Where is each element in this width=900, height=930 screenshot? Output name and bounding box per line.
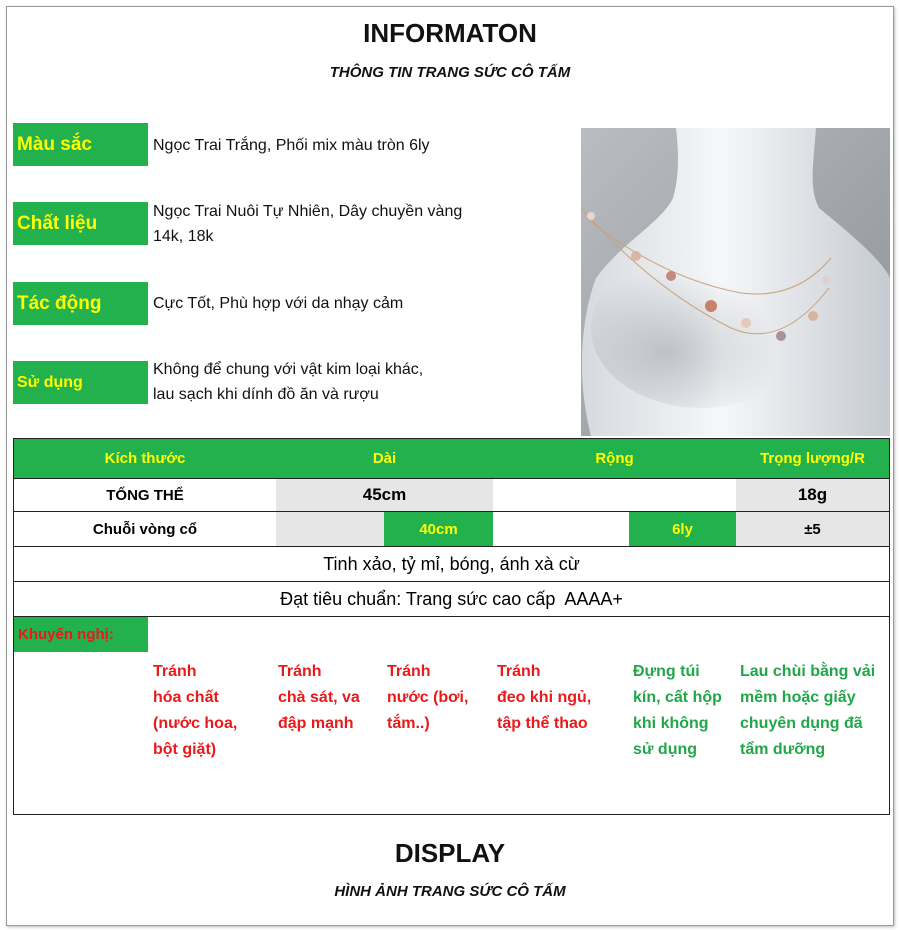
spec-value-effect: Cực Tốt, Phù hợp với da nhạy cảm	[153, 295, 404, 312]
spec-value-material: Ngọc Trai Nuôi Tự Nhiên, Dây chuyền vàng 14k, 18k	[153, 203, 463, 245]
recommend-label: Khuyến nghị:	[14, 617, 148, 652]
size-header-length: Dài	[372, 450, 397, 467]
recommend-item-water: Tránh nước (bơi, tắm..)	[387, 663, 469, 732]
recommend-item-cleaning: Lau chùi bằng vải mềm hoặc giấy chuyên dụng đã tẩm dưỡng	[740, 663, 876, 758]
spec-value-usage: Không để chung với vật kim loại khác, lau sạch khi dính đồ ăn và rượu	[153, 361, 424, 403]
page-title: INFORMATON	[363, 18, 537, 48]
size-header-weight: Trọng lượng/R	[760, 450, 865, 467]
chain-length: 40cm	[384, 512, 493, 546]
chain-weight: ±5	[736, 512, 889, 546]
spec-label-effect: Tác động	[13, 282, 148, 325]
overall-label: TỔNG THỂ	[106, 486, 184, 504]
standard-text: Đạt tiêu chuẩn: Trang sức cao cấp AAAA+	[280, 588, 623, 609]
table-border-right	[889, 438, 890, 815]
spec-label-color: Màu sắc	[13, 123, 148, 166]
chain-label: Chuỗi vòng cổ	[92, 520, 198, 538]
necklace-photo	[581, 128, 890, 436]
overall-length: 45cm	[276, 479, 493, 511]
display-subtitle: HÌNH ẢNH TRANG SỨC CÔ TẤM	[334, 883, 566, 900]
overall-width	[493, 479, 736, 511]
chain-empty-cell	[493, 512, 629, 546]
spec-label-material: Chất liệu	[13, 202, 148, 245]
recommend-item-storage: Đựng túi kín, cất hộp khi không sử dụng	[633, 663, 722, 758]
size-header-width: Rộng	[595, 450, 634, 467]
chain-width: 6ly	[629, 512, 736, 546]
page-subtitle: THÔNG TIN TRANG SỨC CÔ TẤM	[329, 64, 571, 81]
overall-weight: 18g	[736, 479, 889, 511]
table-border-bottom	[13, 814, 890, 815]
size-header-size: Kích thước	[104, 450, 186, 467]
quality-text: Tinh xảo, tỷ mỉ, bóng, ánh xà cừ	[323, 553, 580, 574]
chain-gray-cell	[276, 512, 384, 546]
display-title: DISPLAY	[394, 838, 506, 868]
recommend-item-sleep: Tránh đeo khi ngủ, tập thể thao	[497, 663, 592, 732]
spec-label-usage: Sử dụng	[13, 361, 148, 404]
spec-value-color: Ngọc Trai Trắng, Phối mix màu tròn 6ly	[153, 137, 430, 154]
recommend-item-friction: Tránh chà sát, va đập mạnh	[278, 663, 360, 732]
recommend-item-chemicals: Tránh hóa chất (nước hoa, bột giặt)	[153, 663, 238, 758]
